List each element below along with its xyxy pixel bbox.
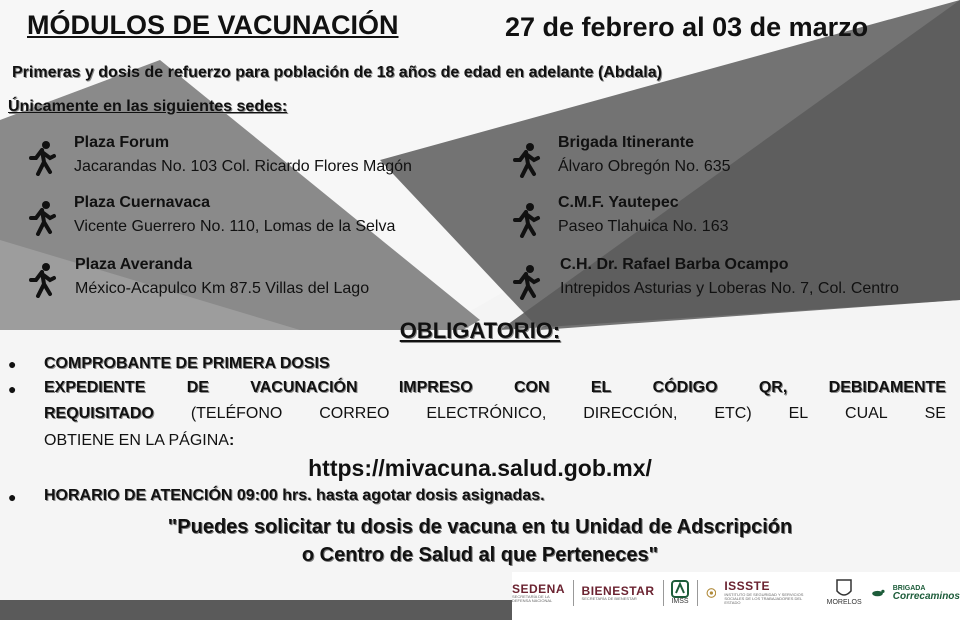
date-range: 27 de febrero al 03 de marzo — [505, 12, 869, 42]
word: SE — [924, 405, 946, 422]
walking-person-icon — [510, 264, 542, 300]
brigada-correcaminos-logo: BRIGADA Correcaminos — [892, 584, 960, 602]
site-address: Paseo Tlahuica No. 163 — [558, 218, 729, 235]
bullet-icon: ● — [8, 381, 17, 397]
walking-person-icon — [26, 200, 58, 236]
word: DEBIDAMENTE — [828, 379, 946, 396]
word: EL — [788, 405, 809, 422]
walking-person-icon — [510, 142, 542, 178]
subtitle: Primeras y dosis de refuerzo para población de 18 años de edad en adelante (Abdala) — [12, 64, 662, 81]
requirement-horario: HORARIO DE ATENCIÓN 09:00 hrs. hasta agotar dosis asignadas. — [44, 487, 545, 504]
word: EXPEDIENTE — [44, 379, 146, 396]
sedes-heading: Únicamente en las siguientes sedes: — [8, 98, 288, 115]
divider — [573, 580, 574, 606]
word: QR, — [758, 379, 788, 396]
word: EL — [590, 379, 612, 396]
issste-logo: ISSSTE INSTITUTO DE SEGURIDAD Y SERVICIOS SOCIALES DE LOS TRABAJADORES DEL ESTADO — [724, 579, 804, 606]
imss-logo: IMSS — [671, 580, 689, 605]
bienestar-logo: BIENESTAR SECRETARÍA DE BIENESTAR — [581, 583, 655, 602]
word: IMPRESO — [398, 379, 473, 396]
site-address: Álvaro Obregón No. 635 — [558, 158, 731, 175]
site-address: Vicente Guerrero No. 110, Lomas de la Selva — [74, 218, 396, 235]
institution-logos — [512, 574, 960, 612]
word: DIRECCIÓN, — [583, 405, 678, 422]
requirement-expediente-line1 — [44, 379, 946, 397]
imss-emblem-icon — [671, 580, 689, 598]
walking-person-icon — [510, 202, 542, 238]
line3-text: OBTIENE EN LA PÁGINA — [44, 432, 229, 449]
morelos-shield-icon — [836, 579, 852, 599]
word: CON — [513, 379, 550, 396]
sedena-logo: SEDENA SECRETARÍA DE LA DEFENSA NACIONAL — [512, 581, 566, 604]
line3-colon: : — [228, 432, 235, 449]
word-requisitado: REQUISITADO — [44, 405, 154, 422]
site-name: Brigada Itinerante — [558, 134, 695, 151]
site-name: C.H. Dr. Rafael Barba Ocampo — [560, 256, 789, 273]
word: ETC) — [714, 405, 752, 422]
word: CORREO — [319, 405, 390, 422]
divider — [697, 580, 698, 606]
site-name: Plaza Cuernavaca — [74, 194, 211, 211]
morelos-logo: MORELOS — [827, 579, 862, 606]
site-address: Intrepidos Asturias y Loberas No. 7, Col. Centro — [560, 280, 899, 297]
word: VACUNACIÓN — [250, 379, 358, 396]
requirement-expediente-line3 — [44, 432, 234, 450]
site-name: Plaza Averanda — [75, 256, 193, 273]
vaccine-url-link[interactable]: https://mivacuna.salud.gob.mx/ — [308, 455, 652, 481]
page-title: MÓDULOS DE VACUNACIÓN — [27, 10, 399, 40]
roadrunner-icon — [870, 584, 885, 602]
site-name: C.M.F. Yautepec — [558, 194, 679, 211]
divider — [663, 580, 664, 606]
quote-line-2: o Centro de Salud al que Perteneces" — [301, 544, 659, 566]
bullet-icon: ● — [8, 489, 17, 505]
word: CÓDIGO — [652, 379, 718, 396]
site-address: México-Acapulco Km 87.5 Villas del Lago — [75, 280, 370, 297]
bullet-icon: ● — [8, 356, 17, 372]
walking-person-icon — [26, 140, 58, 176]
word: ELECTRÓNICO, — [426, 405, 547, 422]
word: CUAL — [845, 405, 888, 422]
quote-line-1: "Puedes solicitar tu dosis de vacuna en tu Unidad de Adscripción — [167, 516, 793, 538]
site-name: Plaza Forum — [74, 134, 170, 151]
walking-person-icon — [26, 262, 58, 298]
obligatorio-heading: OBLIGATORIO: — [399, 318, 561, 343]
requirement-first-dose: COMPROBANTE DE PRIMERA DOSIS — [44, 355, 330, 372]
word: (TELÉFONO — [190, 405, 283, 422]
word: DE — [186, 379, 209, 396]
requirement-expediente-line2 — [44, 405, 946, 423]
site-address: Jacarandas No. 103 Col. Ricardo Flores Magón — [74, 158, 412, 175]
issste-emblem-icon — [706, 582, 717, 604]
